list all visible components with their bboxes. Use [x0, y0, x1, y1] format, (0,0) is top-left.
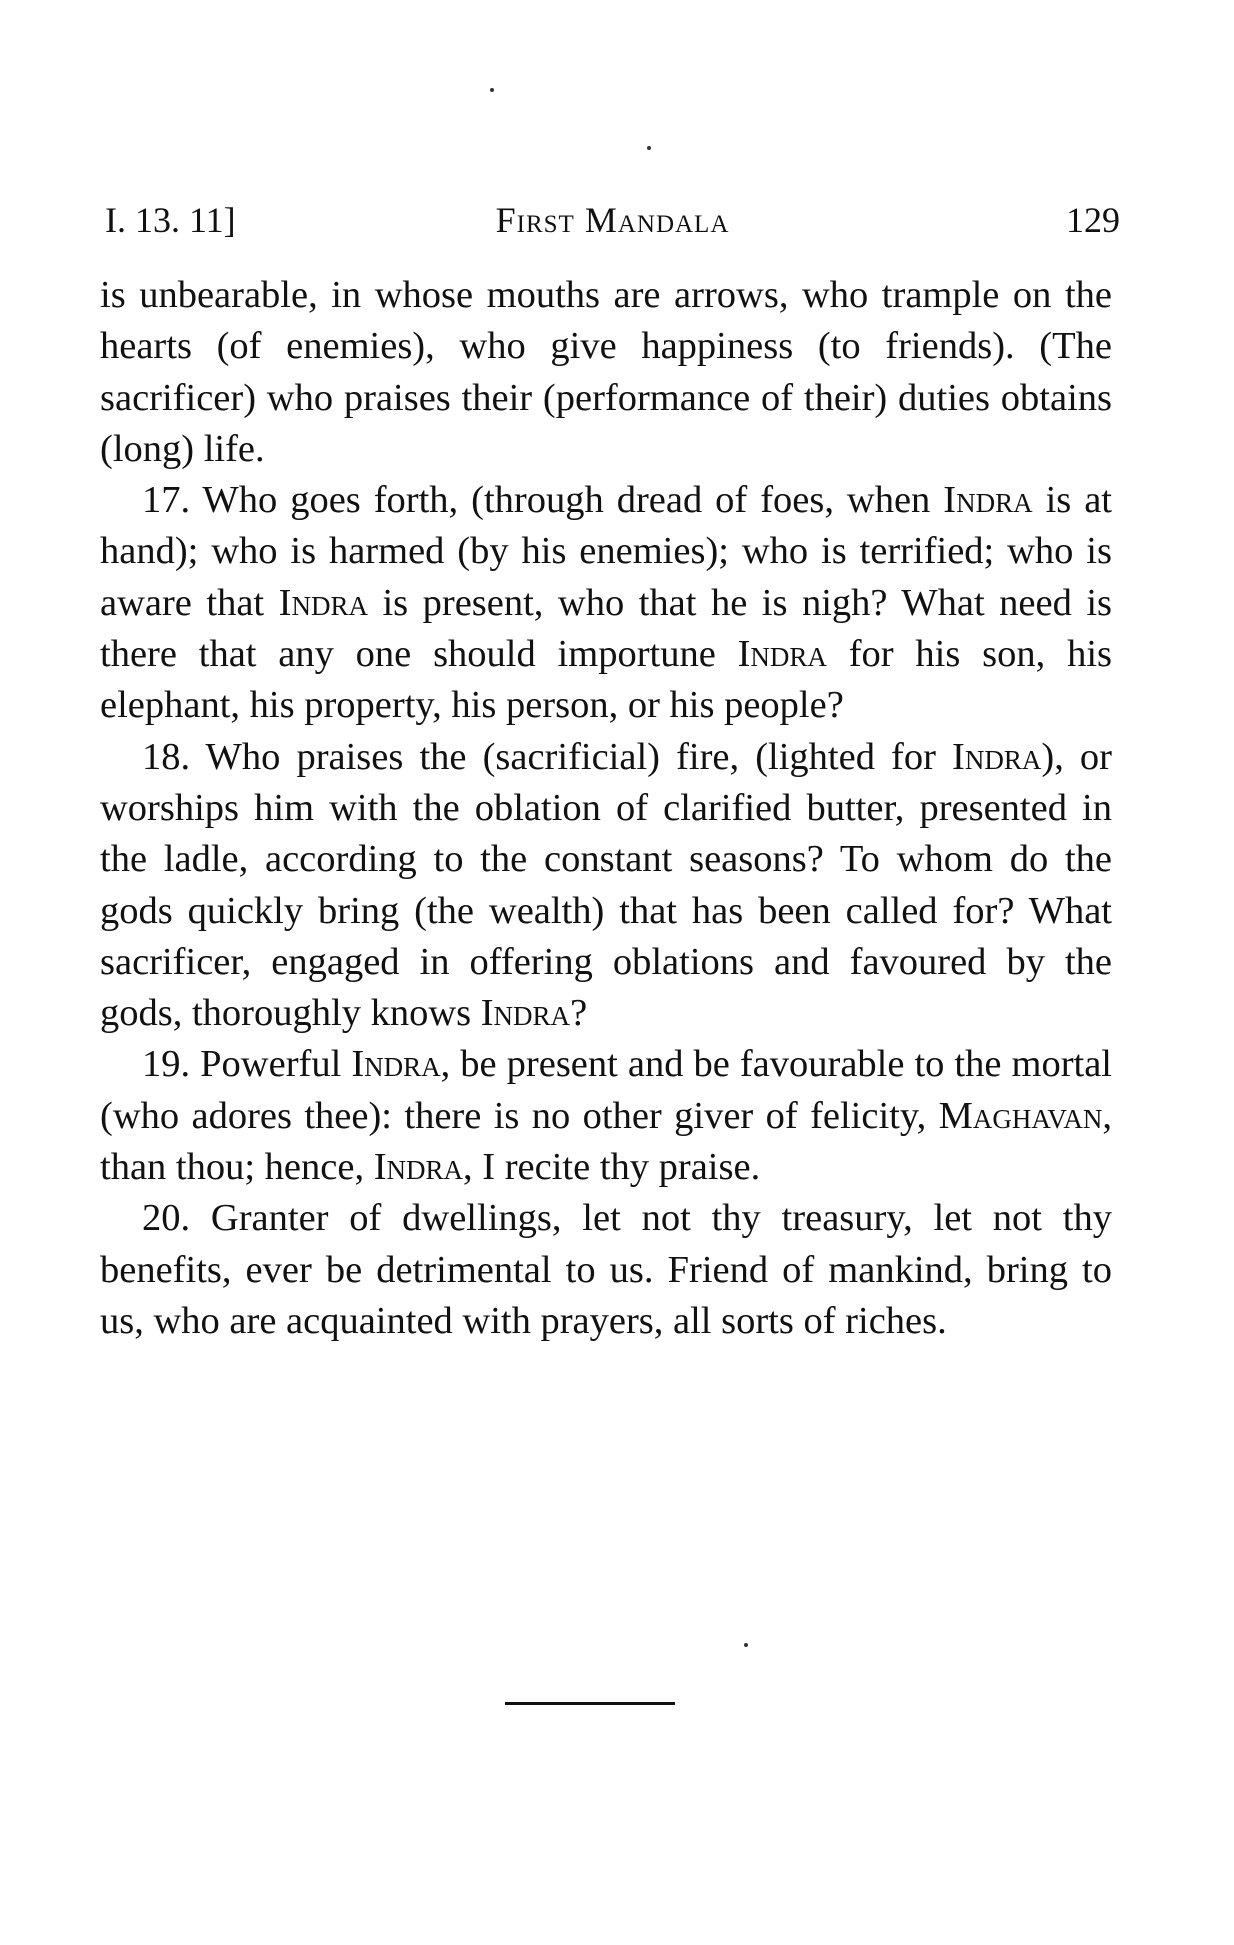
verse-19: 19. Powerful Indra, be present and be favourable to the mortal (who adores thee): there is no other giver of felicity, Maghavan, than thou; hence, Indra, I recite thy praise.: [100, 1043, 1112, 1189]
scan-speck: [490, 88, 494, 92]
verse-number: 20.: [142, 1197, 191, 1240]
scan-speck: [744, 1643, 748, 1647]
verse-number: 19.: [142, 1043, 191, 1086]
name-indra: Indra: [480, 992, 571, 1035]
name-maghavan: Maghavan: [938, 1094, 1103, 1137]
name-indra: Indra: [943, 479, 1033, 522]
page-title: First Mandala: [495, 200, 730, 240]
verse-number: 18.: [142, 735, 191, 778]
page-number: 129: [1066, 200, 1120, 240]
verse-20: 20. Granter of dwellings, let not thy treasury, let not thy benefits, ever be detrimental to us. Friend of mankind, bring to us, who are acquainted with prayers, all sorts of riches.: [100, 1197, 1112, 1342]
name-indra: Indra: [373, 1146, 464, 1189]
section-end-rule: [505, 1702, 675, 1705]
verse-18: 18. Who praises the (sacrificial) fire, (lighted for Indra), or worships him with the oblation of clarified butter, presented in the ladle, according to the constant seasons? To whom do the gods quickly bring (the wealth) that has been called for? What sacrificer, engaged in offering oblations and favoured by the gods, thoroughly knows Indra?: [100, 735, 1112, 1035]
verse-17: 17. Who goes forth, (through dread of foes, when Indra is at hand); who is harmed (by his enemies); who is terrified; who is aware that Indra is present, who that he is nigh? What need is there that any one should importune Indra for his son, his elephant, his property, his person, or his people?: [100, 479, 1113, 727]
name-indra: Indra: [737, 633, 827, 676]
verse-reference: I. 13. 11]: [105, 200, 236, 240]
continued-paragraph: is unbearable, in whose mouths are arrows, who trample on the hearts (of enemies), who give happiness (to friends). (The sacrificer) who praises their (performance of their) duties obtains (long) life.: [100, 274, 1112, 470]
name-indra: Indra: [351, 1043, 441, 1086]
verse-number: 17.: [142, 479, 191, 522]
name-indra: Indra: [952, 735, 1042, 778]
running-head: [105, 196, 1120, 244]
scan-speck: [647, 146, 651, 150]
body-text: [100, 270, 1112, 1347]
name-indra: Indra: [278, 581, 368, 624]
